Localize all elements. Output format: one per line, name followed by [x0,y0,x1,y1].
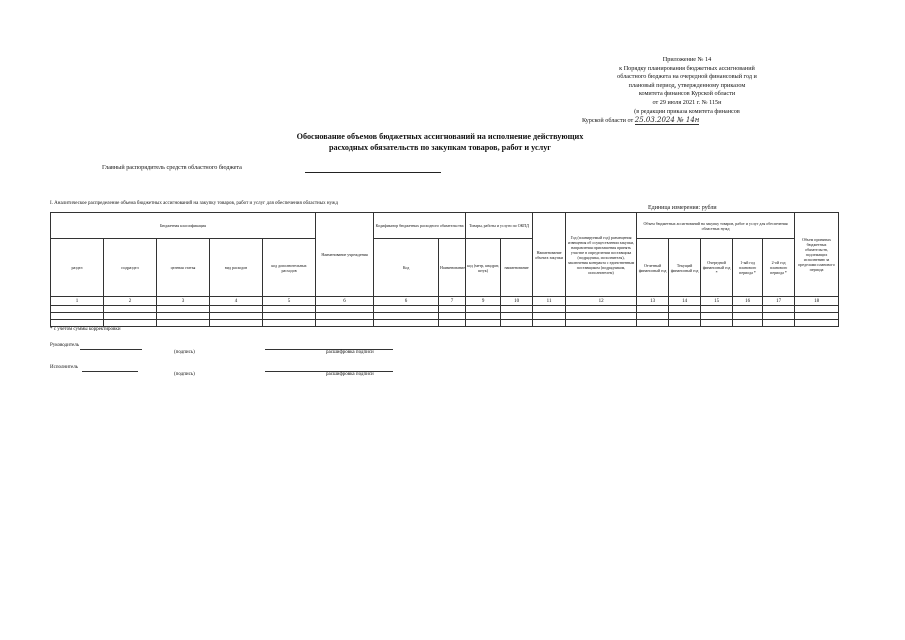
section-title: I. Аналитическое распределение объема бюджетных ассигнований на закупку товаров, работ и услуг для обеспечения областных нужд [50,201,338,206]
table-row [51,320,839,327]
column-number-row [51,297,839,306]
header-expense-type: вид расходов [210,239,263,297]
table-row [51,313,839,320]
column-number: 7 [439,297,466,306]
appendix-edition-line [582,116,776,126]
table-row [51,306,839,313]
column-number: 5 [263,297,316,306]
title-line-1: Обоснование объемов бюджетных ассигнований на исполнение действующих [296,132,584,141]
appendix-line: Приложение № 14 [662,56,712,63]
signature-manager-label: Руководитель [50,343,80,348]
header-total-obligation: Объем принятых бюджетных обязательств, подлежащих исполнению за пределами планового периода [795,213,839,297]
column-number: 3 [157,297,210,306]
column-number: 1 [51,297,104,306]
header-procurement-year: Год (планируемый год) размещения извещения об осуществлении закупки, направления приглашения принять участие в определении поставщика (подрядчика, исполнителя), заключения контракта с единственным поставщиком (подрядчиком, исполнителем) [566,213,637,297]
header-current-year: Текущий финансовый год [669,239,701,297]
header-additional-code: код дополнительных расходов [263,239,316,297]
appendix-line: от 29 июля 2021 г. № 115н [652,98,722,106]
column-number: 14 [669,297,701,306]
header-allocation: Объем бюджетных ассигнований на закупку товаров, работ и услуг для обеспечения областных нужд [637,213,795,239]
edition-prefix: Курской области от [582,117,634,125]
manager-sign-hint: (подпись) [174,350,195,355]
column-number: 4 [210,297,263,306]
header-procurement-object: Наименование объекта закупки [533,213,566,297]
column-number: 10 [501,297,533,306]
appendix-line: комитета финансов Курской области [638,90,736,98]
column-number: 18 [795,297,839,306]
header-unit: код (метр, квадрат, штук) [466,239,501,297]
appendix-block [582,56,776,126]
executor-sign-hint: (подпись) [174,372,195,377]
signature-executor-label: Исполнитель [50,365,78,370]
column-number: 17 [763,297,795,306]
units-label: Единица измерения: рубли [648,205,717,211]
header-section: раздел [51,239,104,297]
allocation-table [50,212,839,327]
header-okpd-name: наименование [501,239,533,297]
appendix-line: плановый период, утвержденному приказом [628,81,746,89]
column-number: 11 [533,297,566,306]
header-code: Код [374,239,439,297]
header-report-year: Отчетный финансовый год [637,239,669,297]
column-number: 13 [637,297,669,306]
document-title [250,132,630,153]
column-number: 6 [374,297,439,306]
footnote: * с учетом суммы корректировки [50,327,121,332]
header-subsection: подраздел [104,239,157,297]
column-number: 2 [104,297,157,306]
column-number: 16 [733,297,763,306]
appendix-line: к Порядку планирования бюджетных ассигнований [619,64,755,72]
header-okpd: Товары, работы и услуги по ОКПД [466,213,533,239]
column-number: 15 [701,297,733,306]
executor-decode-hint: расшифровка подписи [326,372,374,377]
appendix-line: областного бюджета на очередной финансовый год и [617,73,757,81]
header-target-article: целевая статья [157,239,210,297]
header-plan-year-2: 2-ой год планового периода * [763,239,795,297]
header-next-year: Очередной финансовый год * [701,239,733,297]
header-budget-classification: Бюджетная классификация [51,213,316,239]
column-number: 9 [466,297,501,306]
column-number: 6 [316,297,374,306]
manager-decode-hint: расшифровка подписи [326,350,374,355]
manager-label: Главный распорядитель средств областного бюджета [102,164,242,171]
header-plan-year-1: 1-ый год планового периода * [733,239,763,297]
header-institution: Наименование учреждения [316,213,374,297]
executor-sign-line [82,371,138,372]
title-line-2: расходных обязательств по закупкам товаров, работ и услуг [328,142,552,152]
appendix-line: (в редакции приказа комитета финансов [634,107,740,115]
column-number: 12 [566,297,637,306]
manager-fill-line [305,172,441,173]
manager-sign-line [80,349,142,350]
header-name: Наименование [439,239,466,297]
header-expense-obligation: Кодификатор бюджетных расходного обязательства [374,213,466,239]
handwritten-date: 25.03.2024 № 14н [634,116,700,125]
